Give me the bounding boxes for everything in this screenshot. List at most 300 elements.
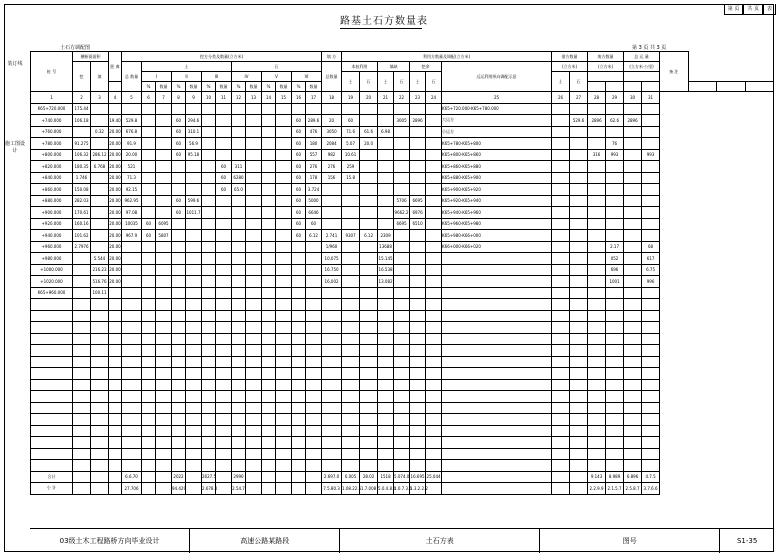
table-cell bbox=[292, 471, 306, 483]
table-cell: 100.11 bbox=[91, 287, 109, 299]
table-cell bbox=[262, 161, 276, 173]
table-cell bbox=[142, 460, 156, 472]
table-cell bbox=[142, 379, 156, 391]
totals-row bbox=[31, 483, 774, 495]
table-cell bbox=[73, 471, 91, 483]
table-cell bbox=[91, 241, 109, 253]
table-cell bbox=[31, 402, 73, 414]
table-cell bbox=[378, 333, 394, 345]
table-cell bbox=[426, 161, 442, 173]
header-cell: 挖方分类及数量(立方米) bbox=[122, 52, 322, 62]
header-cell: 数量 bbox=[216, 82, 232, 92]
table-row bbox=[31, 230, 774, 242]
table-cell: 170.61 bbox=[73, 207, 91, 219]
table-cell bbox=[186, 103, 202, 115]
table-cell bbox=[360, 172, 378, 184]
table-cell bbox=[606, 345, 624, 357]
table-row bbox=[31, 138, 774, 150]
table-cell bbox=[642, 161, 660, 173]
table-cell: 1.3.2.2.2 bbox=[410, 483, 426, 495]
table-cell bbox=[91, 460, 109, 472]
table-cell bbox=[172, 230, 186, 242]
table-cell bbox=[246, 333, 262, 345]
table-cell bbox=[552, 276, 570, 288]
binding-label: 装订线 bbox=[7, 61, 23, 67]
table-cell bbox=[442, 391, 552, 403]
table-cell bbox=[378, 391, 394, 403]
table-cell: 20.00 bbox=[109, 253, 122, 265]
header-cell: 石 bbox=[360, 72, 378, 92]
table-cell bbox=[642, 448, 660, 460]
table-cell bbox=[588, 138, 606, 150]
table-cell: 289.6 bbox=[306, 115, 322, 127]
table-cell: 2084 bbox=[322, 138, 342, 150]
table-cell bbox=[606, 207, 624, 219]
table-cell bbox=[31, 322, 73, 334]
table-cell bbox=[186, 448, 202, 460]
table-cell bbox=[292, 448, 306, 460]
table-cell bbox=[91, 345, 109, 357]
table-cell bbox=[342, 448, 360, 460]
table-cell: 56.9 bbox=[186, 138, 202, 150]
table-cell: 16 bbox=[292, 92, 306, 104]
table-cell: 4.7.5 bbox=[642, 471, 660, 483]
table-cell bbox=[142, 483, 156, 495]
table-cell bbox=[642, 368, 660, 380]
table-cell bbox=[624, 230, 642, 242]
table-cell bbox=[588, 368, 606, 380]
table-cell bbox=[378, 425, 394, 437]
empty-row bbox=[31, 333, 774, 345]
header-cell: 填缺 bbox=[378, 62, 410, 72]
table-cell bbox=[588, 253, 606, 265]
table-cell bbox=[426, 149, 442, 161]
table-cell: 276 bbox=[322, 161, 342, 173]
table-cell bbox=[142, 195, 156, 207]
table-cell: 6095 bbox=[156, 218, 172, 230]
table-cell bbox=[306, 368, 322, 380]
table-cell bbox=[410, 126, 426, 138]
table-cell bbox=[122, 103, 142, 115]
table-cell: 052 bbox=[606, 253, 624, 265]
table-cell bbox=[232, 356, 246, 368]
table-cell: 599.6 bbox=[186, 195, 202, 207]
table-cell bbox=[642, 184, 660, 196]
table-cell: 2.5.8.7 bbox=[624, 483, 642, 495]
table-cell: 282.03 bbox=[73, 195, 91, 207]
table-cell bbox=[232, 207, 246, 219]
table-cell bbox=[216, 471, 232, 483]
table-row bbox=[31, 184, 774, 196]
table-cell bbox=[156, 460, 172, 472]
table-cell bbox=[91, 402, 109, 414]
table-cell bbox=[624, 345, 642, 357]
table-cell: 1.7.008 bbox=[360, 483, 378, 495]
table-cell bbox=[246, 230, 262, 242]
table-cell bbox=[172, 184, 186, 196]
table-cell bbox=[306, 437, 322, 449]
table-cell: +820.000 bbox=[31, 161, 73, 173]
table-cell: 60 bbox=[342, 115, 360, 127]
table-cell bbox=[276, 161, 292, 173]
table-cell bbox=[292, 103, 306, 115]
table-cell bbox=[246, 276, 262, 288]
table-cell bbox=[292, 460, 306, 472]
table-cell bbox=[606, 448, 624, 460]
table-cell bbox=[642, 402, 660, 414]
table-cell: 516.76 bbox=[91, 276, 109, 288]
table-cell bbox=[552, 379, 570, 391]
table-cell bbox=[410, 310, 426, 322]
table-cell: 3.724 bbox=[306, 184, 322, 196]
table-cell bbox=[262, 115, 276, 127]
table-cell bbox=[232, 460, 246, 472]
table-cell bbox=[292, 310, 306, 322]
table-cell bbox=[262, 172, 276, 184]
table-cell: 60 bbox=[172, 138, 186, 150]
table-cell bbox=[624, 195, 642, 207]
table-cell: 557 bbox=[306, 149, 322, 161]
table-cell bbox=[186, 184, 202, 196]
table-cell bbox=[624, 138, 642, 150]
haul-label: K65+900-K65+920 bbox=[442, 184, 552, 196]
table-cell bbox=[276, 448, 292, 460]
table-cell bbox=[156, 414, 172, 426]
table-cell bbox=[426, 322, 442, 334]
table-cell: 60 bbox=[142, 218, 156, 230]
table-cell bbox=[588, 414, 606, 426]
table-cell: 小 计 bbox=[31, 483, 73, 495]
table-cell bbox=[552, 264, 570, 276]
table-cell: 6976 bbox=[410, 207, 426, 219]
table-cell: 6.75 bbox=[642, 264, 660, 276]
table-cell bbox=[360, 287, 378, 299]
table-cell bbox=[122, 264, 142, 276]
table-cell: 316 bbox=[588, 149, 606, 161]
table-cell bbox=[378, 379, 394, 391]
table-cell: 60 bbox=[292, 184, 306, 196]
table-cell bbox=[570, 207, 588, 219]
haul-label: K65+780-K65+800 bbox=[442, 138, 552, 150]
table-cell bbox=[606, 230, 624, 242]
table-cell bbox=[606, 368, 624, 380]
header-cell: 挖 bbox=[73, 62, 91, 92]
table-cell bbox=[156, 287, 172, 299]
table-cell bbox=[122, 253, 142, 265]
table-cell bbox=[378, 138, 394, 150]
header-cell bbox=[642, 82, 660, 92]
table-cell: 94.429 bbox=[172, 483, 186, 495]
table-cell bbox=[186, 322, 202, 334]
table-cell bbox=[306, 333, 322, 345]
table-cell bbox=[202, 425, 216, 437]
table-cell bbox=[216, 483, 232, 495]
table-cell bbox=[394, 356, 410, 368]
header-cell: V bbox=[262, 72, 292, 82]
table-cell bbox=[342, 310, 360, 322]
table-cell bbox=[156, 103, 172, 115]
table-cell bbox=[276, 149, 292, 161]
table-cell bbox=[426, 218, 442, 230]
table-cell bbox=[186, 253, 202, 265]
table-cell bbox=[342, 287, 360, 299]
table-cell bbox=[31, 299, 73, 311]
table-cell bbox=[276, 126, 292, 138]
table-cell bbox=[570, 276, 588, 288]
table-cell: 24 bbox=[426, 92, 442, 104]
table-cell bbox=[606, 379, 624, 391]
table-cell bbox=[426, 276, 442, 288]
table-cell bbox=[570, 103, 588, 115]
table-cell: 60 bbox=[292, 172, 306, 184]
table-cell bbox=[142, 115, 156, 127]
table-cell bbox=[232, 345, 246, 357]
table-cell bbox=[262, 379, 276, 391]
table-cell bbox=[606, 299, 624, 311]
table-cell bbox=[552, 414, 570, 426]
table-cell: 180 bbox=[306, 138, 322, 150]
table-cell bbox=[378, 437, 394, 449]
table-row bbox=[31, 149, 774, 161]
table-cell bbox=[232, 414, 246, 426]
table-cell bbox=[276, 471, 292, 483]
table-cell bbox=[91, 115, 109, 127]
table-cell bbox=[426, 391, 442, 403]
table-cell bbox=[410, 149, 426, 161]
table-cell bbox=[122, 241, 142, 253]
haul-label: K65+980-K66+000 bbox=[442, 230, 552, 242]
table-cell bbox=[73, 333, 91, 345]
table-cell: 14 bbox=[262, 92, 276, 104]
page-title: 路基土石方数量表 bbox=[340, 16, 428, 27]
table-cell bbox=[552, 287, 570, 299]
header-cell: I bbox=[142, 72, 172, 82]
table-cell bbox=[306, 253, 322, 265]
table-cell bbox=[394, 126, 410, 138]
table-cell bbox=[73, 264, 91, 276]
table-cell bbox=[342, 333, 360, 345]
table-cell bbox=[262, 287, 276, 299]
table-cell bbox=[606, 402, 624, 414]
table-cell bbox=[246, 425, 262, 437]
table-cell bbox=[246, 103, 262, 115]
table-cell: 20.00 bbox=[109, 207, 122, 219]
table-cell bbox=[342, 356, 360, 368]
table-row bbox=[31, 207, 774, 219]
table-cell bbox=[410, 448, 426, 460]
table-cell bbox=[342, 241, 360, 253]
table-cell bbox=[216, 460, 232, 472]
table-cell bbox=[262, 207, 276, 219]
table-cell bbox=[306, 345, 322, 357]
table-cell bbox=[426, 126, 442, 138]
table-cell bbox=[122, 333, 142, 345]
page-stamp-cells bbox=[724, 4, 776, 15]
table-cell bbox=[588, 322, 606, 334]
table-cell bbox=[122, 322, 142, 334]
table-cell bbox=[276, 103, 292, 115]
table-cell bbox=[378, 322, 394, 334]
table-cell bbox=[570, 218, 588, 230]
table-cell bbox=[262, 276, 276, 288]
table-cell bbox=[394, 138, 410, 150]
table-cell: 6695 bbox=[410, 195, 426, 207]
table-cell bbox=[276, 218, 292, 230]
table-cell bbox=[142, 138, 156, 150]
header-cell: 数量 bbox=[156, 82, 172, 92]
table-cell bbox=[624, 126, 642, 138]
table-cell bbox=[394, 230, 410, 242]
table-cell bbox=[394, 310, 410, 322]
table-cell bbox=[606, 460, 624, 472]
table-cell bbox=[552, 391, 570, 403]
table-cell bbox=[122, 368, 142, 380]
header-cell bbox=[688, 82, 716, 92]
table-cell bbox=[142, 391, 156, 403]
table-cell bbox=[202, 402, 216, 414]
table-cell bbox=[91, 448, 109, 460]
table-cell bbox=[360, 356, 378, 368]
table-cell bbox=[322, 414, 342, 426]
header-cell: 土 bbox=[552, 72, 570, 92]
table-cell bbox=[322, 448, 342, 460]
table-cell bbox=[624, 391, 642, 403]
table-cell bbox=[232, 103, 246, 115]
table-cell bbox=[292, 345, 306, 357]
table-cell bbox=[186, 379, 202, 391]
table-cell: 993 bbox=[606, 149, 624, 161]
table-cell bbox=[216, 345, 232, 357]
table-cell bbox=[394, 345, 410, 357]
table-cell bbox=[122, 448, 142, 460]
table-cell: 2.7976 bbox=[73, 241, 91, 253]
table-cell bbox=[342, 207, 360, 219]
table-cell bbox=[276, 184, 292, 196]
table-cell bbox=[570, 448, 588, 460]
table-cell: 27 bbox=[570, 92, 588, 104]
table-cell bbox=[91, 356, 109, 368]
table-cell bbox=[360, 299, 378, 311]
table-cell bbox=[91, 425, 109, 437]
table-cell bbox=[156, 299, 172, 311]
table-cell bbox=[246, 391, 262, 403]
table-cell bbox=[31, 368, 73, 380]
table-cell bbox=[342, 345, 360, 357]
header-cell: 远运利用纵向调配示意 bbox=[442, 62, 552, 92]
table-cell bbox=[172, 356, 186, 368]
table-cell bbox=[172, 299, 186, 311]
table-cell bbox=[202, 345, 216, 357]
table-cell bbox=[552, 333, 570, 345]
table-cell bbox=[276, 310, 292, 322]
table-cell bbox=[122, 276, 142, 288]
table-cell bbox=[322, 402, 342, 414]
table-cell bbox=[202, 310, 216, 322]
table-cell bbox=[306, 299, 322, 311]
table-cell bbox=[216, 402, 232, 414]
table-cell bbox=[342, 103, 360, 115]
table-cell bbox=[342, 218, 360, 230]
table-cell bbox=[246, 414, 262, 426]
table-cell bbox=[109, 299, 122, 311]
header-cell: % bbox=[172, 82, 186, 92]
project-label: 土石方调配图 bbox=[60, 45, 91, 51]
table-cell bbox=[172, 333, 186, 345]
table-cell bbox=[570, 425, 588, 437]
table-cell bbox=[186, 172, 202, 184]
table-cell bbox=[378, 184, 394, 196]
header-cell: 填 方 bbox=[322, 52, 342, 62]
table-cell bbox=[122, 310, 142, 322]
table-cell bbox=[122, 414, 142, 426]
table-cell bbox=[378, 448, 394, 460]
table-cell: 60 bbox=[292, 126, 306, 138]
table-cell: 106.32 bbox=[73, 149, 91, 161]
table-cell bbox=[156, 138, 172, 150]
table-cell bbox=[172, 287, 186, 299]
table-cell bbox=[262, 414, 276, 426]
title-block bbox=[30, 528, 774, 553]
header-cell: % bbox=[232, 82, 246, 92]
table-cell: 8.989 bbox=[606, 471, 624, 483]
table-cell bbox=[262, 425, 276, 437]
school-label: 03级土木工程路桥方向毕业设计 bbox=[30, 529, 190, 553]
table-row bbox=[31, 172, 774, 184]
table-cell bbox=[426, 287, 442, 299]
table-cell bbox=[570, 460, 588, 472]
table-cell bbox=[588, 218, 606, 230]
table-cell bbox=[322, 356, 342, 368]
header-cell bbox=[588, 72, 624, 82]
table-cell bbox=[552, 368, 570, 380]
table-cell: 2990 bbox=[232, 471, 246, 483]
table-cell bbox=[570, 149, 588, 161]
table-cell bbox=[342, 253, 360, 265]
table-cell bbox=[606, 161, 624, 173]
table-cell: 150.08 bbox=[73, 184, 91, 196]
table-cell bbox=[246, 368, 262, 380]
table-cell bbox=[624, 264, 642, 276]
table-cell bbox=[360, 425, 378, 437]
table-cell bbox=[142, 402, 156, 414]
table-cell bbox=[588, 195, 606, 207]
table-cell bbox=[262, 437, 276, 449]
empty-row bbox=[31, 425, 774, 437]
table-cell bbox=[570, 161, 588, 173]
table-cell: 13 bbox=[246, 92, 262, 104]
table-cell: 2896 bbox=[624, 115, 642, 127]
table-cell bbox=[292, 483, 306, 495]
table-cell bbox=[142, 276, 156, 288]
table-cell bbox=[246, 161, 262, 173]
table-cell bbox=[394, 149, 410, 161]
table-cell: 30 bbox=[624, 92, 642, 104]
empty-row bbox=[31, 391, 774, 403]
table-cell bbox=[394, 276, 410, 288]
table-cell bbox=[142, 126, 156, 138]
table-cell: 6.005 bbox=[342, 471, 360, 483]
table-cell bbox=[73, 345, 91, 357]
haul-label: K65+720.000-K65+780.000 bbox=[442, 103, 552, 115]
table-cell bbox=[142, 299, 156, 311]
table-cell bbox=[246, 322, 262, 334]
table-cell bbox=[202, 356, 216, 368]
haul-label: K65+860-K65+880 bbox=[442, 161, 552, 173]
table-cell bbox=[426, 437, 442, 449]
table-cell: 156 bbox=[322, 172, 342, 184]
table-cell bbox=[109, 391, 122, 403]
table-cell bbox=[186, 287, 202, 299]
